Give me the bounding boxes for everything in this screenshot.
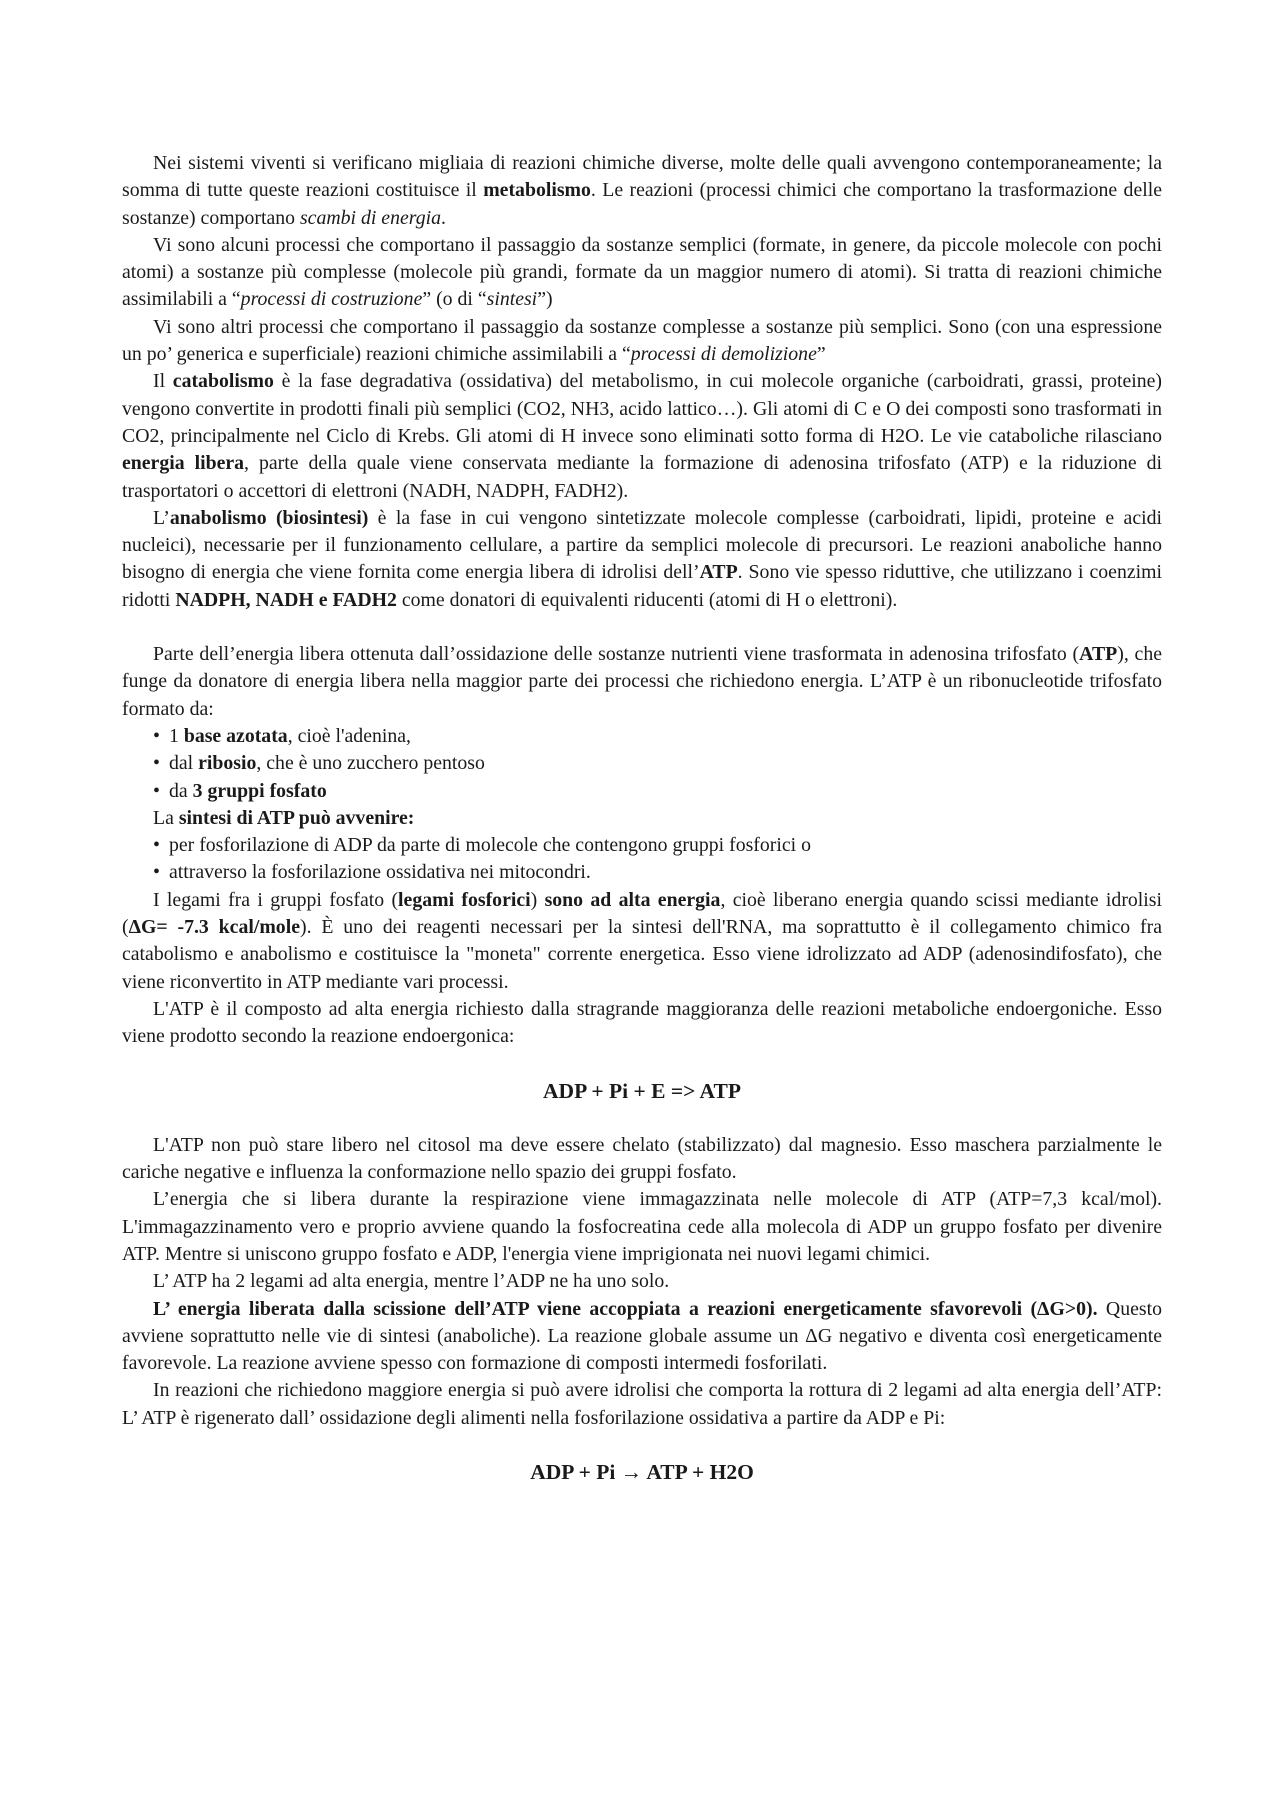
- bullet-icon: •: [153, 861, 160, 884]
- atp-synthesis-list: [122, 832, 1162, 887]
- text: . Le reazioni (processi chimici che comportano la trasformazione delle sostanze) comportano: [122, 179, 1162, 229]
- paragraph-phosphate-bonds: [122, 887, 1162, 996]
- term-scambi-energia: scambi di energia: [299, 206, 441, 229]
- text: dal: [169, 752, 199, 775]
- text: Vi sono altri processi che comportano il passaggio da sostanze complesse a sostanze più semplici. Sono (con una espressione un po’ generica e superficiale) reazioni chimiche assimilabili a “: [122, 315, 1162, 366]
- bullet-icon: •: [153, 752, 160, 775]
- list-item: [122, 750, 1162, 777]
- paragraph-synthesis: [122, 232, 1162, 314]
- text: Nei sistemi viventi si verificano migliaia di reazioni chimiche diverse, molte delle quali avvengono contemporaneamente; la somma di tutte queste reazioni costituisce il: [122, 152, 1162, 202]
- term-atp: ATP: [1079, 643, 1118, 666]
- text: , che è uno zucchero pentoso: [256, 752, 485, 775]
- text: è la fase in cui vengono sintetizzate molecole complesse (carboidrati, lipidi, proteine e acidi nucleici), necessarie per il funzionamento cellulare, a partire da semplici molecole di precursori. Le reazioni anaboliche hanno bisogno di energia che viene fornita come energia libera di idrolisi dell’: [122, 506, 1162, 584]
- text: da: [169, 779, 193, 802]
- term-processi-demolizione: processi di demolizione: [630, 343, 817, 366]
- formula-atp-synthesis: ADP + Pi + E => ATP: [543, 1078, 741, 1103]
- term-energia-libera: energia libera: [122, 452, 245, 475]
- text: ”: [816, 343, 826, 366]
- list-item: [122, 832, 1162, 859]
- text: per fosforilazione di ADP da parte di molecole che contengono gruppi fosforici o: [169, 834, 811, 857]
- bullet-icon: •: [153, 779, 160, 802]
- paragraph-endoergonic: L'ATP è il composto ad alta energia richiesto dalla stragrande maggioranza delle reazioni metaboliche endoergoniche. Esso viene prodotto secondo la reazione endoergonica:: [122, 997, 1162, 1048]
- paragraph-regeneration: In reazioni che richiedono maggiore energia si può avere idrolisi che comporta la rottura di 2 legami ad alta energia dell’ATP: L’ ATP è rigenerato dall’ ossidazione degli alimenti nella fosforilazione ossidativa a partire da ADP e Pi:: [122, 1379, 1162, 1429]
- text: La: [153, 806, 179, 829]
- paragraph-magnesium: L'ATP non può stare libero nel citosol ma deve essere chelato (stabilizzato) dal magnesio. Esso maschera parzialmente le cariche negative e influenza la conformazione nello spazio dei gruppi fosfato.: [122, 1133, 1162, 1184]
- text: ), che funge da donatore di energia libera nella maggior parte dei processi che richiedono energia. L’ATP è un ribonucleotide trifosfato formato da:: [122, 643, 1162, 720]
- term-coenzimi: NADPH, NADH e FADH2: [175, 588, 397, 611]
- document-page: [122, 150, 1162, 1486]
- text: 1: [169, 724, 184, 747]
- text: Parte dell’energia libera ottenuta dall’ossidazione delle sostanze nutrienti viene trasformata in adenosina trifosfato (: [153, 643, 1080, 666]
- formula-gap: [122, 1105, 1162, 1132]
- term-processi-costruzione: processi di costruzione: [240, 288, 423, 311]
- text: , parte della quale viene conservata mediante la formazione di adenosina trifosfato (ATP) e la riduzione di trasportatori o accettori di elettroni (NADH, NADPH, FADH2).: [122, 452, 1162, 502]
- text: .: [441, 206, 446, 229]
- term: legami fosforici: [398, 888, 531, 911]
- text: come donatori di equivalenti riducenti (atomi di H o elettroni).: [396, 588, 898, 611]
- term: ribosio: [198, 752, 257, 775]
- term: base azotata: [183, 724, 288, 747]
- list-item: [122, 859, 1162, 886]
- text: ”): [537, 288, 553, 311]
- text: ). È uno dei reagenti necessari per la sintesi dell'RNA, ma soprattutto è il collegamento chimico fra catabolismo e anabolismo e costituisce la "moneta" corrente energetica. Esso viene idrolizzato ad ADP (adenosindifosfato), che viene riconvertito in ATP mediante vari processi.: [122, 916, 1163, 993]
- term-sintesi: sintesi: [486, 288, 538, 311]
- atp-components-list: [122, 723, 1162, 805]
- text: è la fase degradativa (ossidativa) del metabolismo, in cui molecole organiche (carboidrati, grassi, proteine) vengono convertite in prodotti finali più semplici (CO2, NH3, acido lattico…). Gli atomi di C e O dei composti sono trasformati in CO2, principalmente nel Ciclo di Krebs. Gli atomi di H invece sono eliminati sotto forma di H2O. Le vie cataboliche rilasciano: [122, 370, 1162, 447]
- formula-gap: [122, 1432, 1162, 1459]
- term-catabolismo: catabolismo: [172, 370, 274, 393]
- text: L’: [153, 506, 170, 529]
- text: ): [530, 888, 545, 911]
- text: Questo avviene soprattutto nelle vie di sintesi (anaboliche). La reazione globale assume un ΔG negativo e diventa così energeticamente favorevole. La reazione avviene spesso con formazione di composti intermedi fosforilati.: [122, 1297, 1162, 1375]
- paragraph-atp-intro: [122, 641, 1162, 723]
- text: I legami fra i gruppi fosfato (: [153, 888, 399, 911]
- bullet-icon: •: [153, 724, 160, 747]
- term-metabolismo: metabolismo: [483, 179, 591, 202]
- paragraph-coupling: [122, 1296, 1162, 1378]
- formula-gap: [122, 1051, 1162, 1078]
- term-atp: ATP: [699, 561, 738, 584]
- text: , cioè liberano energia quando scissi mediante idrolisi (: [122, 888, 1162, 939]
- paragraph-anabolism: [122, 505, 1162, 614]
- list-item: [122, 778, 1162, 805]
- text: ” (o di “: [422, 288, 487, 311]
- text: Vi sono alcuni processi che comportano il passaggio da sostanze semplici (formate, in genere, da piccole molecole con pochi atomi) a sostanze più complesse (molecole più grandi, formate da un maggior numero di atomi). Si tratta di reazioni chimiche assimilabili a “: [122, 233, 1162, 311]
- paragraph-metabolism: [122, 150, 1162, 232]
- formula-atp-regeneration: ADP + Pi → ATP + H2O: [530, 1460, 754, 1485]
- term: 3 gruppi fosfato: [192, 779, 327, 802]
- term-anabolismo: anabolismo (biosintesi): [169, 506, 369, 529]
- text: attraverso la fosforilazione ossidativa nei mitocondri.: [169, 861, 591, 884]
- paragraph-gap: [122, 614, 1162, 641]
- paragraph-demolition: [122, 314, 1162, 369]
- text: Il: [153, 370, 173, 393]
- paragraph-catabolism: [122, 368, 1162, 504]
- term-delta-g: ΔG= -7.3 kcal/mole: [128, 916, 300, 939]
- list-item: [122, 723, 1162, 750]
- text: . Sono vie spesso riduttive, che utilizzano i coenzimi ridotti: [122, 561, 1162, 611]
- paragraph-bonds: L’ ATP ha 2 legami ad alta energia, mentre l’ADP ne ha uno solo.: [153, 1270, 670, 1293]
- text: , cioè l'adenina,: [287, 724, 411, 747]
- term: L’ energia liberata dalla scissione dell’ATP viene accoppiata a reazioni energeticamente sfavorevoli (ΔG>0).: [153, 1297, 1098, 1320]
- paragraph-respiration: L’energia che si libera durante la respirazione viene immagazzinata nelle molecole di ATP (ATP=7,3 kcal/mol). L'immagazzinamento vero e proprio avviene quando la fosfocreatina cede alla molecola di ADP un gruppo fosfato per divenire ATP. Mentre si uniscono gruppo fosfato e ADP, l'energia viene imprigionata nei nuovi legami chimici.: [122, 1188, 1162, 1265]
- term: sintesi di ATP può avvenire:: [178, 806, 415, 829]
- synthesis-heading: [122, 805, 1162, 832]
- term: sono ad alta energia: [544, 888, 721, 911]
- bullet-icon: •: [153, 834, 160, 857]
